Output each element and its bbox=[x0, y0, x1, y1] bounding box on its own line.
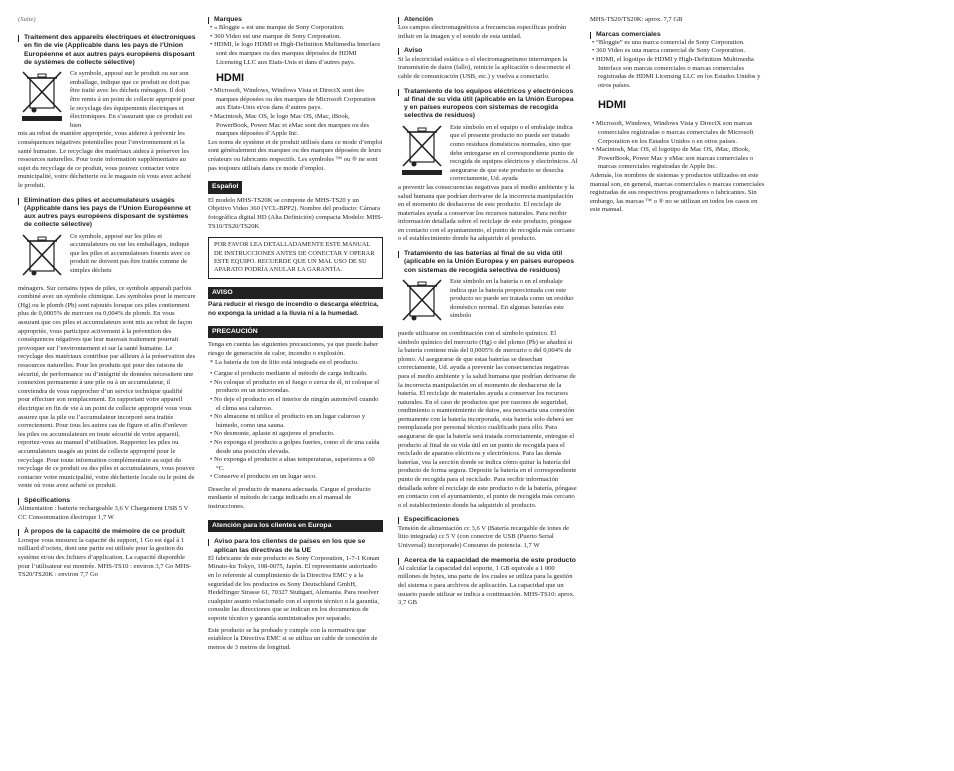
list-item: • Conserve el producto en un lugar seco. bbox=[210, 473, 317, 481]
specs-fr-text: Alimentation : batterie rechargeable 3,6 V Chargement USB 5 V CC Consommation électrique 1,7 W bbox=[18, 505, 189, 521]
section-bar-precaucion: PRECAUCIÓN bbox=[208, 326, 383, 339]
list-item: • Cargue el producto mediante el método de carga indicado. bbox=[210, 370, 368, 378]
trademarks-fr-note: Les noms de système et de produit utilisés dans ce mode d’emploi sont généralement des marques ou des marques déposées de leurs créateurs ou fabricants respectifs. Les symboles ™ ou ® ne sont pas toujours utilisés dans ce mode d’emploi. bbox=[208, 138, 383, 172]
heading-memory-fr: À propos de la capacité de mémoire de ce produit bbox=[18, 528, 196, 536]
crossed-bin-icon bbox=[18, 233, 66, 285]
aviso-es-text: Si la electricidad estática o el electromagnetismo interrumpen la transmisión de datos (fallo), reinicie la aplicación o desconecte el cable de comunicación (USB, etc.) y vuelva a conectarlo. bbox=[398, 55, 571, 80]
section-bar-espanol: Español bbox=[208, 181, 242, 194]
list-item: • Macintosh, Mac OS, le logo Mac OS, iMac, iBook, PowerBook, Power Mac et eMac sont des marques ou des marques déposées d’Apple Inc. bbox=[210, 113, 370, 138]
list-item: • « Bloggie » est une marque de Sony Corporation. bbox=[210, 24, 345, 32]
trademarks-es-note: Además, los nombres de sistemas y productos utilizados en este manual son, en general, marcas comerciales o marcas comerciales registradas de sus respectivos programadores o fabricantes. Sin embargo, las marcas ™ o ® no se utilizan en todos los casos en este manual. bbox=[590, 172, 765, 214]
weee-fr-text-a: Ce symbole, apposé sur le produit ou sur son emballage, indique que ce produit ne doit pas être traité avec les déchets ménagers. Il doit être remis à un point de collecte approprié pour le recyclage des équipements électriques et électroniques. En s’assurant que ce produit est bien bbox=[70, 70, 195, 129]
list-item: • Macintosh, Mac OS, el logotipo de Mac OS, iMac, iBook, PowerBook, Power Mac y eMac son marcas comerciales o marcas comerciales registradas de Apple Inc. bbox=[592, 146, 754, 171]
list-item: • 360 Video es una marca comercial de Sony Corporation. bbox=[592, 47, 746, 55]
section-bar-europe: Atención para los clientes en Europa bbox=[208, 520, 383, 533]
heading-specs-es: Especificaciones bbox=[398, 516, 578, 524]
heading-eu-directive: Aviso para los clientes de países en los que se aplican las directivas de la UE bbox=[208, 538, 383, 555]
heading-trademarks-es: Marcas comerciales bbox=[590, 31, 768, 39]
weee-es-text-b: a prevenir las consecuencias negativas para el medio ambiente y la salud humana que podrían derivarse de la incorrecta manipulación en el momento de deshacerse de este producto. El reciclaje de materiales ayuda a conservar los recursos naturales. Para recibir información detallada sobre el reciclaje de este producto, póngase en contacto con el ayuntamiento, el punto de recogida más cercano o el establecimiento donde ha adquirido el producto. bbox=[398, 183, 575, 243]
battery-fr-text-b: ménagers. Sur certains types de piles, ce symbole apparaît parfois combiné avec un symbole chimique. Les symboles pour le mercure (Hg) ou le plomb (Pb) sont rajoutés lorsque ces piles contiennent plus de 0,0005% de mercure ou 0,004% de plomb. En vous assurant que ces piles et accumulateurs sont mis au rebut de façon appropriée, vous participez activement à la prévention des conséquences négatives que leur mauvais traitement pourrait provoquer sur l’environnement et sur la santé humaine. Le recyclage des matériaux contribue par ailleurs à la préservation des ressources naturelles. Pour les produits qui pour des raisons de sécurité, de performance ou d’intégrité de données nécessitent une connexion permanente à une pile ou à un accumulateur, il conviendra de vous rapprocher d’un service technique qualifié pour effectuer son remplacement. En rapportant votre appareil électrique en fin de vie à un point de collecte approprié vous vous assurez que la pile ou l’accumulateur incorporé sera traitée correctement. Pour tous les autres cas de figure et afin d’enlever les piles ou accumulateurs en toute sécurité de votre appareil, reportez-vous au manuel d’utilisation. Rapportez les piles ou accumulateurs usagés au point de collecte approprié pour le recyclage. Pour toute information complémentaire au sujet du recyclage de ce produit ou des piles et accumulateurs, vous pouvez contacter votre municipalité, votre déchetterie locale ou le point de vente où vous avez acheté ce produit. bbox=[18, 284, 196, 490]
heading-memory-es: Acerca de la capacidad de memoria de este producto bbox=[398, 557, 578, 565]
crossed-bin-icon bbox=[398, 278, 446, 330]
list-item: • No coloque el producto en el fuego o cerca de él, ni coloque el producto en un microondas. bbox=[210, 378, 380, 395]
atencion-text: Los campos electromagnéticos a frecuencias específicas podrán influir en la imagen y el sonido de esta unidad. bbox=[398, 24, 567, 40]
svg-text:HDMI: HDMI bbox=[215, 72, 245, 84]
heading-battery-fr: Elimination des piles et accumulateurs usagés (Applicable dans les pays de l’Union Européenne et aux autres pays européens disposant de systèmes de collecte sélective) bbox=[18, 197, 196, 230]
hdmi-logo bbox=[210, 71, 250, 83]
svg-text:HDMI: HDMI bbox=[597, 99, 627, 111]
continued-label: (Suite) bbox=[18, 16, 36, 23]
model-es-text: El modelo MHS-TS20K se compone de MHS-TS20 y un Objetivo Video 360 (VCL-BPP2). Nombre del producto: Cámara fotográfica digital HD (Alta Definición) compacta Modelo: MHS-TS10/TS20/TS20K bbox=[208, 196, 383, 230]
column-1 bbox=[18, 34, 196, 580]
list-item: • No exponga el producto a golpes fuertes, como el de una caída desde una posición elevada. bbox=[210, 438, 380, 455]
battery-fr-text-a: Ce symbole, apposé sur les piles et accumulateurs ou sur les emballages, indique que les piles et accumulateurs fournis avec ce produit ne doivent pas être traités comme de simples déchets bbox=[70, 232, 191, 275]
crossed-bin-icon bbox=[18, 70, 66, 122]
heading-weee-es: Tratamiento de los equipos eléctricos y electrónicos al final de su vida útil (aplicable en la Unión Europea y en países europeos con sistemas de recogida selectiva de residuos) bbox=[398, 88, 578, 121]
heading-specs-fr: Spécifications bbox=[18, 497, 196, 505]
heading-weee-fr: Traitement des appareils électriques et électroniques en fin de vie (Applicable dans les pays de l’Union Européenne et aux autres pays européens disposant de systèmes de collecte sélective) bbox=[18, 34, 196, 67]
list-item: • HDMI, el logotipo de HDMI y High-Definition Multimedia Interface son marcas comerciales o marcas comerciales registradas de HDMI Licensing LLC en los Estados Unidos y otros países. bbox=[592, 56, 761, 89]
specs-es-text: Tensión de alimentación cc 3,6 V (Batería recargable de iones de litio integrada) cc 5 V (con conector de USB (Puerto Serial Universal) incorporado) Consumo de potencia. 1,7 W bbox=[398, 524, 570, 549]
heading-trademarks-fr: Marques bbox=[208, 16, 383, 24]
list-item: • 360 Video est une marque de Sony Corporation. bbox=[210, 32, 341, 40]
list-item: • No desmonte, aplaste ni agujeree el producto. bbox=[210, 430, 335, 438]
section-bar-aviso: AVISO bbox=[208, 287, 383, 300]
heading-battery-es: Tratamiento de las baterías al final de su vida útil (aplicable en la Unión Europea y en países europeos con sistemas de recogida selectiva de residuos) bbox=[398, 250, 578, 275]
manufacturer-text: El fabricante de este producto es Sony Corporation, 1-7-1 Konan Minato-ku Tokyo, 108-0075, Japón. El representante autorizado en lo referente al cumplimiento de la Directiva EMC y a la seguridad de los productos es Sony Deutschland GmbH, Hedelfinger Strasse 61, 70327 Stuttgart, Alemania. Para resolver cualquier asunto relacionado con el soporte técnico o la garantía, consulte las direcciones que se indican en los documentos de soporte técnico y garantía suministrados por separado. bbox=[208, 554, 380, 623]
list-item: • No almacene ni utilice el producto en un lugar caluroso y húmedo, como una sauna. bbox=[210, 413, 366, 429]
weee-es-text-a: Este símbolo en el equipo o el embalaje indica que el presente producto no puede ser tratado como residuos domésticos normales, sino que debe entregarse en el correspondiente punto de recogida de equipos eléctricos y electrónicos. Al asegurarse de que este producto se desecha correctamente, Ud. ayuda bbox=[450, 123, 578, 183]
aviso-text: Para reducir el riesgo de incendio o descarga eléctrica, no exponga la unidad a la lluvia ni a la humedad. bbox=[208, 301, 379, 317]
column-4 bbox=[590, 16, 768, 215]
heading-aviso: Aviso bbox=[398, 47, 578, 55]
warning-box: POR FAVOR LEA DETALLADAMENTE ESTE MANUAL DE INSTRUCCIONES ANTES DE CONECTAR Y OPERAR ESTE EQUIPO. RECUERDE QUE UN MAL USO DE SU APARATO PODRÍA ANULAR LA GARANTÍA. bbox=[208, 237, 383, 279]
emc-text: Este producto se ha probado y cumple con la normativa que establece la Directiva EMC si se utiliza un cable de conexión de menos de 3 metros de longitud. bbox=[208, 626, 378, 651]
crossed-bin-icon bbox=[398, 124, 446, 176]
column-3 bbox=[398, 16, 578, 608]
list-item: • No exponga el producto a altas temperaturas, superiores a 60 °C. bbox=[210, 456, 375, 472]
precaucion-text: Tenga en cuenta las siguientes precauciones, ya que puede haber riesgo de generación de calor, incendio o explosión. bbox=[208, 341, 379, 357]
column-2 bbox=[208, 16, 383, 652]
memory-es-text: Al calcular la capacidad del soporte, 1 GB equivale a 1 000 millones de bytes, una parte de los cuales se utiliza para la gestión del sistema o para archivos de aplicación. La capacidad que un usuario puede utilizar se indica a continuación. MHS-TS10: aprox. 3,7 GB bbox=[398, 564, 575, 607]
list-item: • “Bloggie” es una marca comercial de Sony Corporation. bbox=[592, 38, 745, 46]
precaucion-note: * La batería de ion de litio está integrada en el producto. bbox=[210, 358, 359, 366]
memory-es-text-cont: MHS-TS20/TS20K: aprox. 7,7 GB bbox=[590, 16, 683, 23]
heading-atencion: Atención bbox=[398, 16, 578, 24]
battery-es-text-b: puede utilizarse en combinación con el símbolo químico. El símbolo químico del mercurio (Hg) o del plomo (Pb) se añadirá si la batería contiene más del 0,0005% de mercurio o del 0,004% de plomo. Al asegurarse de que estas baterías se desechan correctamente, Ud. ayuda a prevenir las consecuencias negativas para el medio ambiente y la salud humana que podrían derivarse de la incorrecta manipulación en el momento de deshacerse de la batería. El reciclaje de materiales ayuda a conservar los recursos naturales. En el caso de productos que por razones de seguridad, rendimiento o mantenimiento de datos, sea necesaria una conexión permanente con la batería incorporada, esta batería solo deberá ser reemplazada por personal técnico cualificado para ello. Para asegurarse de que la batería será tratada correctamente, entregue el producto al final de su vida útil en un punto de recogida para el reciclado de aparatos eléctricos y electrónicos. Para las demás baterías, vea la sección donde se indica cómo quitar la batería del producto de forma segura. Deposite la batería en el correspondiente punto de recogida para el reciclado. Para recibir información detallada sobre el reciclaje de este producto o de la batería, póngase en contacto con el ayuntamiento, el punto de recogida más cercano o el establecimiento donde ha adquirido el producto. bbox=[398, 329, 577, 509]
disposal-es-text: Deseche el producto de manera adecuada. Cargue el producto mediante el método de carga indicado en el manual de instrucciones. bbox=[208, 485, 371, 511]
battery-es-text-a: Este símbolo en la batería o en el embalaje indica que la batería proporcionada con este producto no puede ser tratada como un residuo doméstico normal. En algunas baterías este símbolo bbox=[450, 277, 574, 320]
weee-fr-text-b: mis au rebut de manière appropriée, vous aiderez à prévenir les conséquences négatives potentielles pour l’environnement et la santé humaine. Le recyclage des matériaux aidera à préserver les ressources naturelles. Pour toute information supplémentaire au sujet du recyclage de ce produit, vous pouvez contacter votre municipalité, votre déchetterie ou le magasin où vous avez acheté le produit. bbox=[18, 130, 192, 189]
memory-fr-text: Lorsque vous mesurez la capacité du support, 1 Go est égal à 1 milliard d’octets, dont une partie est utilisée pour la gestion du système et/ou des fichiers d’application. La capacité disponible pour l’utilisateur est montrée. MHS-TS10 : environ 3,7 Go MHS-TS20/TS20K : environ 7,7 Go bbox=[18, 536, 192, 579]
list-item: • No deje el producto en el interior de ningún automóvil cuando el clima sea caluroso. bbox=[210, 395, 379, 412]
list-item: • HDMI, le logo HDMI et High-Definition Multimedia Interface sont des marques ou des marques déposées de HDMI Licensing LLC aux Etats-Unis et dans d’autres pays. bbox=[210, 41, 381, 66]
list-item: • Microsoft, Windows, Windows Vista y DirectX son marcas comerciales registradas o marcas comerciales de Microsoft Corporation en los Estados Unidos o en otros países. bbox=[592, 120, 754, 145]
list-item: • Microsoft, Windows, Windows Vista et DirectX sont des marques déposées ou des marques de Microsoft Corporation aux Etats-Unis et/ou dans d’autres pays. bbox=[210, 87, 376, 112]
hdmi-logo bbox=[592, 98, 632, 110]
